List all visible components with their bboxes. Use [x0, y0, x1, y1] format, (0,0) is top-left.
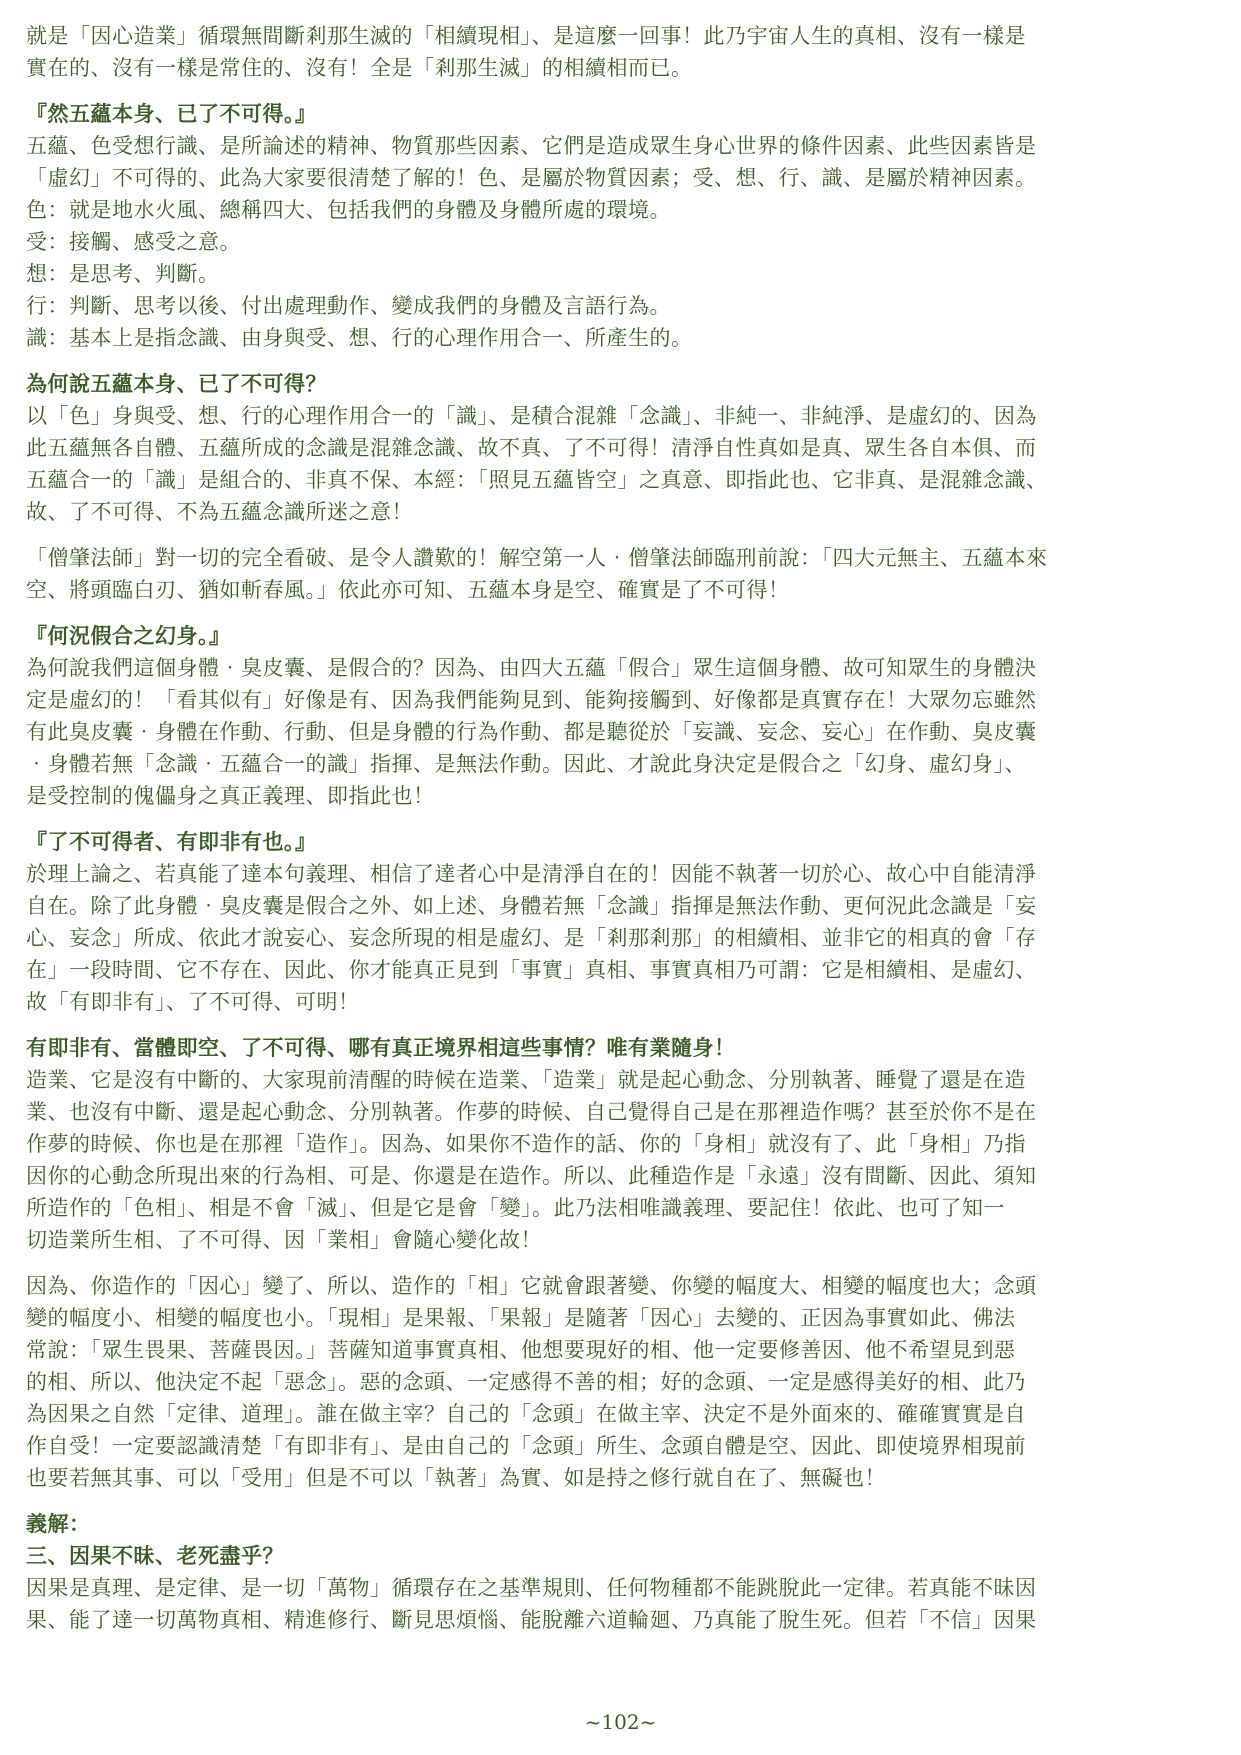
paragraph	[26, 400, 1216, 528]
text-line: 作夢的時候、你也是在那裡「造作」。因為、如果你不造作的話、你的「身相」就沒有了、此「身相」乃指	[26, 1132, 1026, 1156]
text-line: 所造作的「色相」、相是不會「滅」、但是它是會「變」。此乃法相唯識義理、要記住！依此、也可了知一	[26, 1196, 1005, 1220]
section-heading: 『然五蘊本身、已了不可得。』	[26, 101, 317, 126]
section-heading: 『了不可得者、有即非有也。』	[26, 829, 317, 854]
paragraph	[26, 542, 1216, 606]
text-line: 果、能了達一切萬物真相、精進修行、斷見思煩惱、能脫離六道輪廻、乃真能了脫生死。但若「不信」因果	[26, 1608, 1037, 1632]
paragraph-gap	[26, 354, 1216, 368]
paragraph	[26, 1064, 1216, 1256]
text-line: 空、將頭臨白刃、猶如斬春風。」依此亦可知、五蘊本身是空、確實是了不可得！	[26, 578, 790, 602]
text-line: 因果是真理、是定律、是一切「萬物」循環存在之基準規則、任何物種都不能跳脫此一定律。若真能不昧因	[26, 1576, 1037, 1600]
text-line: 切造業所生相、了不可得、因「業相」會隨心變化故！	[26, 1228, 542, 1252]
text-line: 「僧肇法師」對一切的完全看破、是令人讚歎的！解空第一人‧僧肇法師臨刑前說：「四大元無主、五蘊本來	[26, 546, 1048, 570]
text-line: 故、了不可得、不為五蘊念識所迷之意！	[26, 500, 413, 524]
text-line: 是受控制的傀儡身之真正義理、即指此也！	[26, 784, 435, 808]
section-heading: 有即非有、當體即空、了不可得、哪有真正境界相這些事情？唯有業隨身！	[26, 1035, 736, 1060]
paragraph	[26, 858, 1216, 1018]
paragraph-gap	[26, 1256, 1216, 1270]
section-heading: 三、因果不昧、老死盡乎？	[26, 1543, 284, 1568]
text-line: 因你的心動念所現出來的行為相、可是、你還是在造作。所以、此種造作是「永遠」沒有間斷、因此、須知	[26, 1164, 1037, 1188]
text-line: 想：是思考、判斷。	[26, 262, 220, 286]
text-line: 變的幅度小、相變的幅度也小。「現相」是果報、「果報」是隨著「因心」去變的、正因為事實如此、佛法	[26, 1306, 1016, 1330]
text-line: 作自受！一定要認識清楚「有即非有」、是由自己的「念頭」所生、念頭自體是空、因此、即使境界相現前	[26, 1434, 1026, 1458]
paragraph-gap	[26, 606, 1216, 620]
paragraph	[26, 652, 1216, 812]
text-line: 為何說我們這個身體‧臭皮囊、是假合的？因為、由四大五蘊「假合」眾生這個身體、故可知眾生的身體決	[26, 656, 1037, 680]
text-line: 業、也沒有中斷、還是起心動念、分別執著。作夢的時候、自己覺得自己是在那裡造作嗎？甚至於你不是在	[26, 1100, 1037, 1124]
section-heading: 『何況假合之幻身。』	[26, 623, 231, 648]
text-line: 五蘊、色受想行識、是所論述的精神、物質那些因素、它們是造成眾生身心世界的條件因素、此些因素皆是	[26, 134, 1037, 158]
text-line: 色：就是地水火風、總稱四大、包括我們的身體及身體所處的環境。	[26, 198, 671, 222]
paragraph	[26, 1572, 1216, 1636]
text-line: 定是虛幻的！「看其似有」好像是有、因為我們能夠見到、能夠接觸到、好像都是真實存在！大眾勿忘雖然	[26, 688, 1037, 712]
section-heading: 義解：	[26, 1511, 91, 1536]
text-line: 以「色」身與受、想、行的心理作用合一的「識」、是積合混雜「念識」、非純一、非純淨、是虛幻的、因為	[26, 404, 1037, 428]
text-line: 心、妄念」所成、依此才說妄心、妄念所現的相是虛幻、是「剎那剎那」的相續相、並非它的相真的會「存	[26, 926, 1037, 950]
text-line: 造業、它是沒有中斷的、大家現前清醒的時候在造業、「造業」就是起心動念、分別執著、睡覺了還是在造	[26, 1068, 1026, 1092]
text-line: 為因果之自然「定律、道理」。誰在做主宰？自己的「念頭」在做主宰、決定不是外面來的、確確實實是自	[26, 1402, 1026, 1426]
text-line: 故「有即非有」、了不可得、可明！	[26, 990, 360, 1014]
paragraph	[26, 130, 1216, 354]
text-line: 就是「因心造業」循環無間斷剎那生滅的「相續現相」、是這麼一回事！此乃宇宙人生的真相、沒有一樣是	[26, 24, 1026, 48]
document-page	[26, 20, 1216, 1636]
text-line: 在」一段時間、它不存在、因此、你才能真正見到「事實」真相、事實真相乃可謂：它是相續相、是虛幻、	[26, 958, 1037, 982]
text-line: 行：判斷、思考以後、付出處理動作、變成我們的身體及言語行為。	[26, 294, 671, 318]
text-line: 五蘊合一的「識」是組合的、非真不保、本經：「照見五蘊皆空」之真意、即指此也、它非真、是混雜念識、	[26, 468, 1048, 492]
page-number: ~102~	[584, 1710, 657, 1734]
paragraph	[26, 20, 1216, 84]
text-line: 實在的、沒有一樣是常住的、沒有！全是「剎那生滅」的相續相而已。	[26, 56, 693, 80]
text-line: 於理上論之、若真能了達本句義理、相信了達者心中是清淨自在的！因能不執著一切於心、故心中自能清淨	[26, 862, 1037, 886]
text-line: 此五蘊無各自體、五蘊所成的念識是混雜念識、故不真、了不可得！清淨自性真如是真、眾生各自本俱、而	[26, 436, 1037, 460]
section-heading: 為何說五蘊本身、已了不可得？	[26, 371, 327, 396]
paragraph-gap	[26, 1494, 1216, 1508]
text-line: 自在。除了此身體‧臭皮囊是假合之外、如上述、身體若無「念識」指揮是無法作動、更何況此念識是「妄	[26, 894, 1037, 918]
text-line: 也要若無其事、可以「受用」但是不可以「執著」為實、如是持之修行就自在了、無礙也！	[26, 1466, 886, 1490]
paragraph-gap	[26, 1018, 1216, 1032]
text-line: 因為、你造作的「因心」變了、所以、造作的「相」它就會跟著變、你變的幅度大、相變的幅度也大；念頭	[26, 1274, 1037, 1298]
paragraph	[26, 1270, 1216, 1494]
paragraph-gap	[26, 528, 1216, 542]
text-line: 「虛幻」不可得的、此為大家要很清楚了解的！色、是屬於物質因素；受、想、行、識、是屬於精神因素。	[26, 166, 1037, 190]
text-line: 有此臭皮囊‧身體在作動、行動、但是身體的行為作動、都是聽從於「妄識、妄念、妄心」在作動、臭皮囊	[26, 720, 1037, 744]
text-line: 識：基本上是指念識、由身與受、想、行的心理作用合一、所產生的。	[26, 326, 693, 350]
text-line: 常說：「眾生畏果、菩薩畏因。」菩薩知道事實真相、他想要現好的相、他一定要修善因、他不希望見到惡	[26, 1338, 1016, 1362]
text-line: ‧身體若無「念識‧五蘊合一的識」指揮、是無法作動。因此、才說此身決定是假合之「幻身、虛幻身」、	[26, 752, 1026, 776]
paragraph-gap	[26, 812, 1216, 826]
text-line: 的相、所以、他決定不起「惡念」。惡的念頭、一定感得不善的相；好的念頭、一定是感得美好的相、此乃	[26, 1370, 1026, 1394]
paragraph-gap	[26, 84, 1216, 98]
text-line: 受：接觸、感受之意。	[26, 230, 241, 254]
